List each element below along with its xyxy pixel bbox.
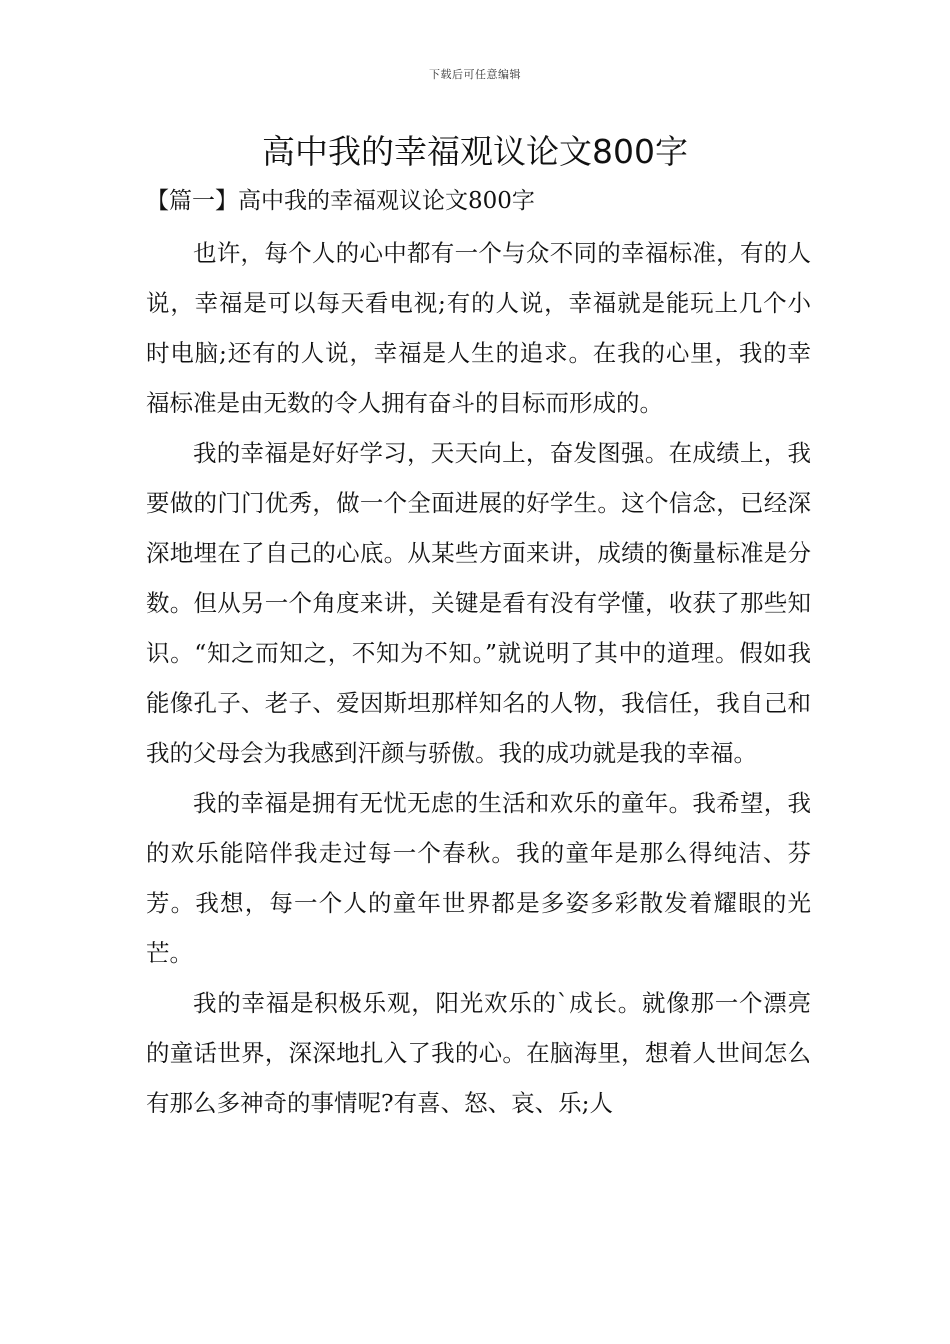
paragraph-1: 也许，每个人的心中都有一个与众不同的幸福标准，有的人说，幸福是可以每天看电视;有的人说，幸福就是能玩上几个小时电脑;还有的人说，幸福是人生的追求。在我的心里，我的幸福标准是由无数的令人拥有奋斗的目标而形成的。 bbox=[146, 239, 811, 417]
header-note: 下载后可任意编辑 bbox=[429, 68, 521, 81]
paragraph-3: 我的幸福是拥有无忧无虑的生活和欢乐的童年。我希望，我的欢乐能陪伴我走过每一个春秋。我的童年是那么得纯洁、芬芳。我想，每一个人的童年世界都是多姿多彩散发着耀眼的光芒。 bbox=[146, 789, 811, 967]
document-body bbox=[146, 228, 811, 1128]
document-title: 高中我的幸福观议论文800字 bbox=[262, 132, 688, 171]
paragraph-2: 我的幸福是好好学习，天天向上，奋发图强。在成绩上，我要做的门门优秀，做一个全面进展的好学生。这个信念，已经深深地埋在了自己的心底。从某些方面来讲，成绩的衡量标准是分数。但从另一个角度来讲，关键是看有没有学懂，收获了那些知识。“知之而知之，不知为不知。”就说明了其中的道理。假如我能像孔子、老子、爱因斯坦那样知名的人物，我信任，我自己和我的父母会为我感到汗颜与骄傲。我的成功就是我的幸福。 bbox=[146, 439, 811, 767]
section-heading: 【篇一】高中我的幸福观议论文800字 bbox=[146, 188, 535, 214]
paragraph-4: 我的幸福是积极乐观，阳光欢乐的`成长。就像那一个漂亮的童话世界，深深地扎入了我的心。在脑海里，想着人世间怎么有那么多神奇的事情呢?有喜、怒、哀、乐;人 bbox=[146, 989, 811, 1117]
